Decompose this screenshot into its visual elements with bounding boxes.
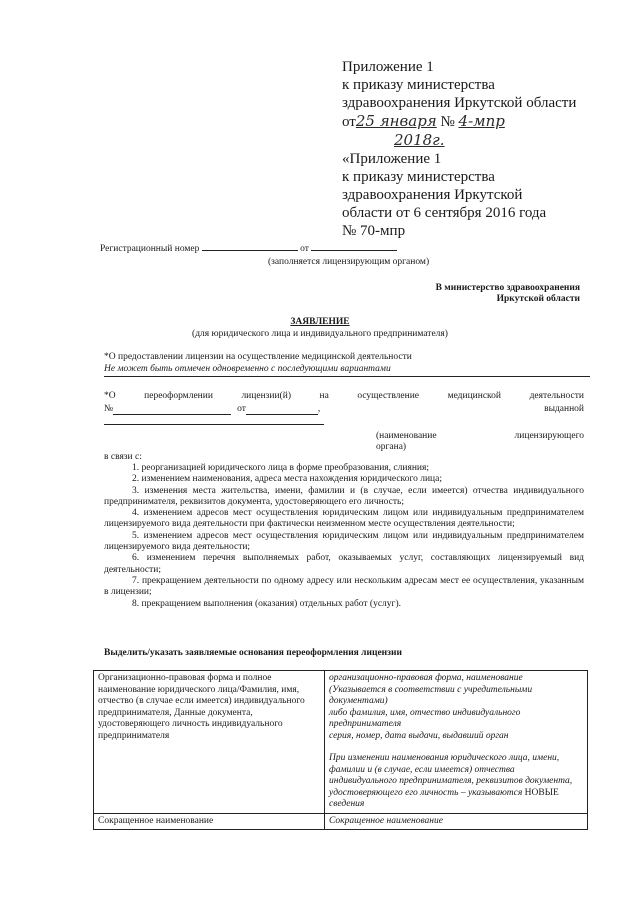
appendix-line: к приказу министерства — [342, 169, 495, 185]
option-word: лицензии(й) — [241, 391, 291, 401]
cell-text: либо фамилия, имя, отчество индивидуального предпринимателя — [329, 707, 521, 729]
appendix-line: Приложение 1 — [342, 59, 434, 75]
license-from-label: от — [237, 404, 246, 414]
number-label: № — [440, 114, 455, 130]
registration-from-label: от — [300, 244, 309, 254]
option-word: медицинской — [447, 391, 502, 401]
option-word: деятельности — [529, 391, 584, 401]
organ-note-a: (наименование — [376, 431, 437, 441]
appendix-header-original — [342, 150, 546, 240]
addressee-line-1: В министерство здравоохранения — [435, 283, 580, 293]
addressee-line-2: Иркутской области — [496, 294, 580, 304]
document-title: ЗАЯВЛЕНИЕ — [290, 317, 350, 327]
appendix-line: здравоохранения Иркутской области — [342, 95, 577, 111]
table-row — [94, 813, 588, 830]
from-label: от — [342, 114, 356, 130]
option-word: переоформлении — [144, 391, 213, 401]
license-number-line — [104, 404, 584, 415]
cell-text: Сокращенное наименование — [329, 815, 443, 826]
addressee-block — [436, 283, 580, 305]
reason-item[interactable]: 4. изменением адресов мест осуществления юридическим лицом или индивидуальным предпринимателем лицензируемого вида деятельности при фактически неизменном месте осуществления деятельности; — [104, 508, 584, 530]
handwritten-number: 4-мпр — [458, 112, 505, 130]
issued-by-label: выданной — [544, 404, 584, 414]
document-subtitle: (для юридического лица и индивидуального предпринимателя) — [192, 329, 448, 339]
option-word: на — [319, 391, 329, 401]
reason-item[interactable]: 7. прекращением деятельности по одному адресу или нескольким адресам мест ее осуществления, указанным в лицензии; — [104, 575, 584, 598]
section-heading: Выделить/указать заявляемые основания переоформления лицензии — [104, 648, 402, 658]
reason-item[interactable]: 5. изменением адресов мест осуществления юридическим лицом или индивидуальным предпринимателем лицензируемого вида деятельности; — [104, 530, 584, 553]
option-word: осуществление — [357, 391, 420, 401]
appendix-line: к приказу министерства — [342, 77, 495, 93]
license-number-label: № — [104, 404, 114, 414]
cell-text: серия, номер, дата выдачи, выдавший орган — [329, 730, 509, 741]
cell-text-part: сведения — [329, 799, 365, 809]
cell-text: Сокращенное наименование — [98, 815, 214, 826]
appendix-header-current — [342, 58, 576, 150]
registration-date-field[interactable] — [311, 250, 397, 251]
table-cell-label — [94, 671, 325, 814]
cell-text: (Указывается в соответствии с учредительными документами) — [329, 684, 533, 706]
reissue-grounds-table — [93, 670, 588, 830]
license-date-field[interactable] — [246, 414, 318, 415]
cell-text: Организационно-правовая форма и полное наименование юридического лица/Фамилия, имя, отчество (в случае если имеется) индивидуального предпринимателя, Данные документа, удостоверяющего личность индивидуального предпринимателя — [98, 673, 305, 741]
option-word: *О — [104, 391, 116, 401]
appendix-date-line — [342, 112, 576, 131]
comma: , — [317, 404, 321, 414]
cell-text-emphasis: НОВЫЕ — [524, 787, 559, 798]
option-issue-note: Не может быть отмечен одновременно с последующими вариантами — [104, 364, 590, 377]
organ-note-c: органа) — [376, 442, 407, 452]
appendix-year-line — [342, 131, 576, 150]
appendix-line: «Приложение 1 — [342, 151, 442, 167]
option-issue-license[interactable]: *О предоставлении лицензии на осуществление медицинской деятельности — [104, 352, 412, 362]
appendix-line: здравоохранения Иркутской — [342, 187, 523, 203]
registration-number-field[interactable] — [202, 250, 298, 251]
table-cell-value[interactable] — [325, 671, 588, 814]
due-to-label: в связи с: — [104, 452, 142, 462]
registration-label: Регистрационный номер — [100, 244, 200, 254]
table-cell-value[interactable] — [325, 813, 588, 830]
reason-item[interactable]: 2. изменением наименования, адреса места нахождения юридического лица; — [132, 474, 442, 485]
table-cell-label — [94, 813, 325, 830]
reasons-list — [104, 463, 584, 610]
reason-item[interactable]: 6. изменением перечня выполняемых работ, оказываемых услуг, составляющих лицензируемый вид деятельности; — [104, 553, 584, 575]
reason-item[interactable]: 3. изменения места жительства, имени, фамилии и (в случае, если имеется) отчества индивидуального предпринимателя, реквизитов документа, удостоверяющего его личность; — [104, 485, 584, 507]
table-row — [94, 671, 588, 814]
cell-text-part: При изменении наименования юридического лица, имени, фамилии и (в случае, если имеется) отчества индивидуального предпринимателя, реквизитов документа, удостоверяющего его личность – указываются — [329, 753, 573, 798]
handwritten-date: 25 января — [355, 112, 437, 130]
licensing-organ-field[interactable] — [104, 424, 324, 425]
option-reissue-license[interactable] — [104, 391, 584, 402]
cell-text: организационно-правовая форма, наименование — [329, 673, 523, 683]
licensing-organ-note — [376, 431, 584, 442]
reason-item[interactable]: 1. реорганизацией юридического лица в форме преобразования, слияния; — [132, 463, 430, 473]
appendix-line: № 70-мпр — [342, 223, 406, 239]
organ-note-b: лицензирующего — [514, 431, 584, 441]
handwritten-year: 2018г. — [394, 131, 445, 149]
appendix-line: области от 6 сентября 2016 года — [342, 205, 547, 221]
registration-line — [100, 244, 397, 255]
registration-note: (заполняется лицензирующим органом) — [268, 257, 430, 267]
reason-item[interactable]: 8. прекращением выполнения (оказания) отдельных работ (услуг). — [132, 598, 401, 609]
cell-text — [329, 753, 583, 811]
license-number-field[interactable] — [113, 414, 231, 415]
